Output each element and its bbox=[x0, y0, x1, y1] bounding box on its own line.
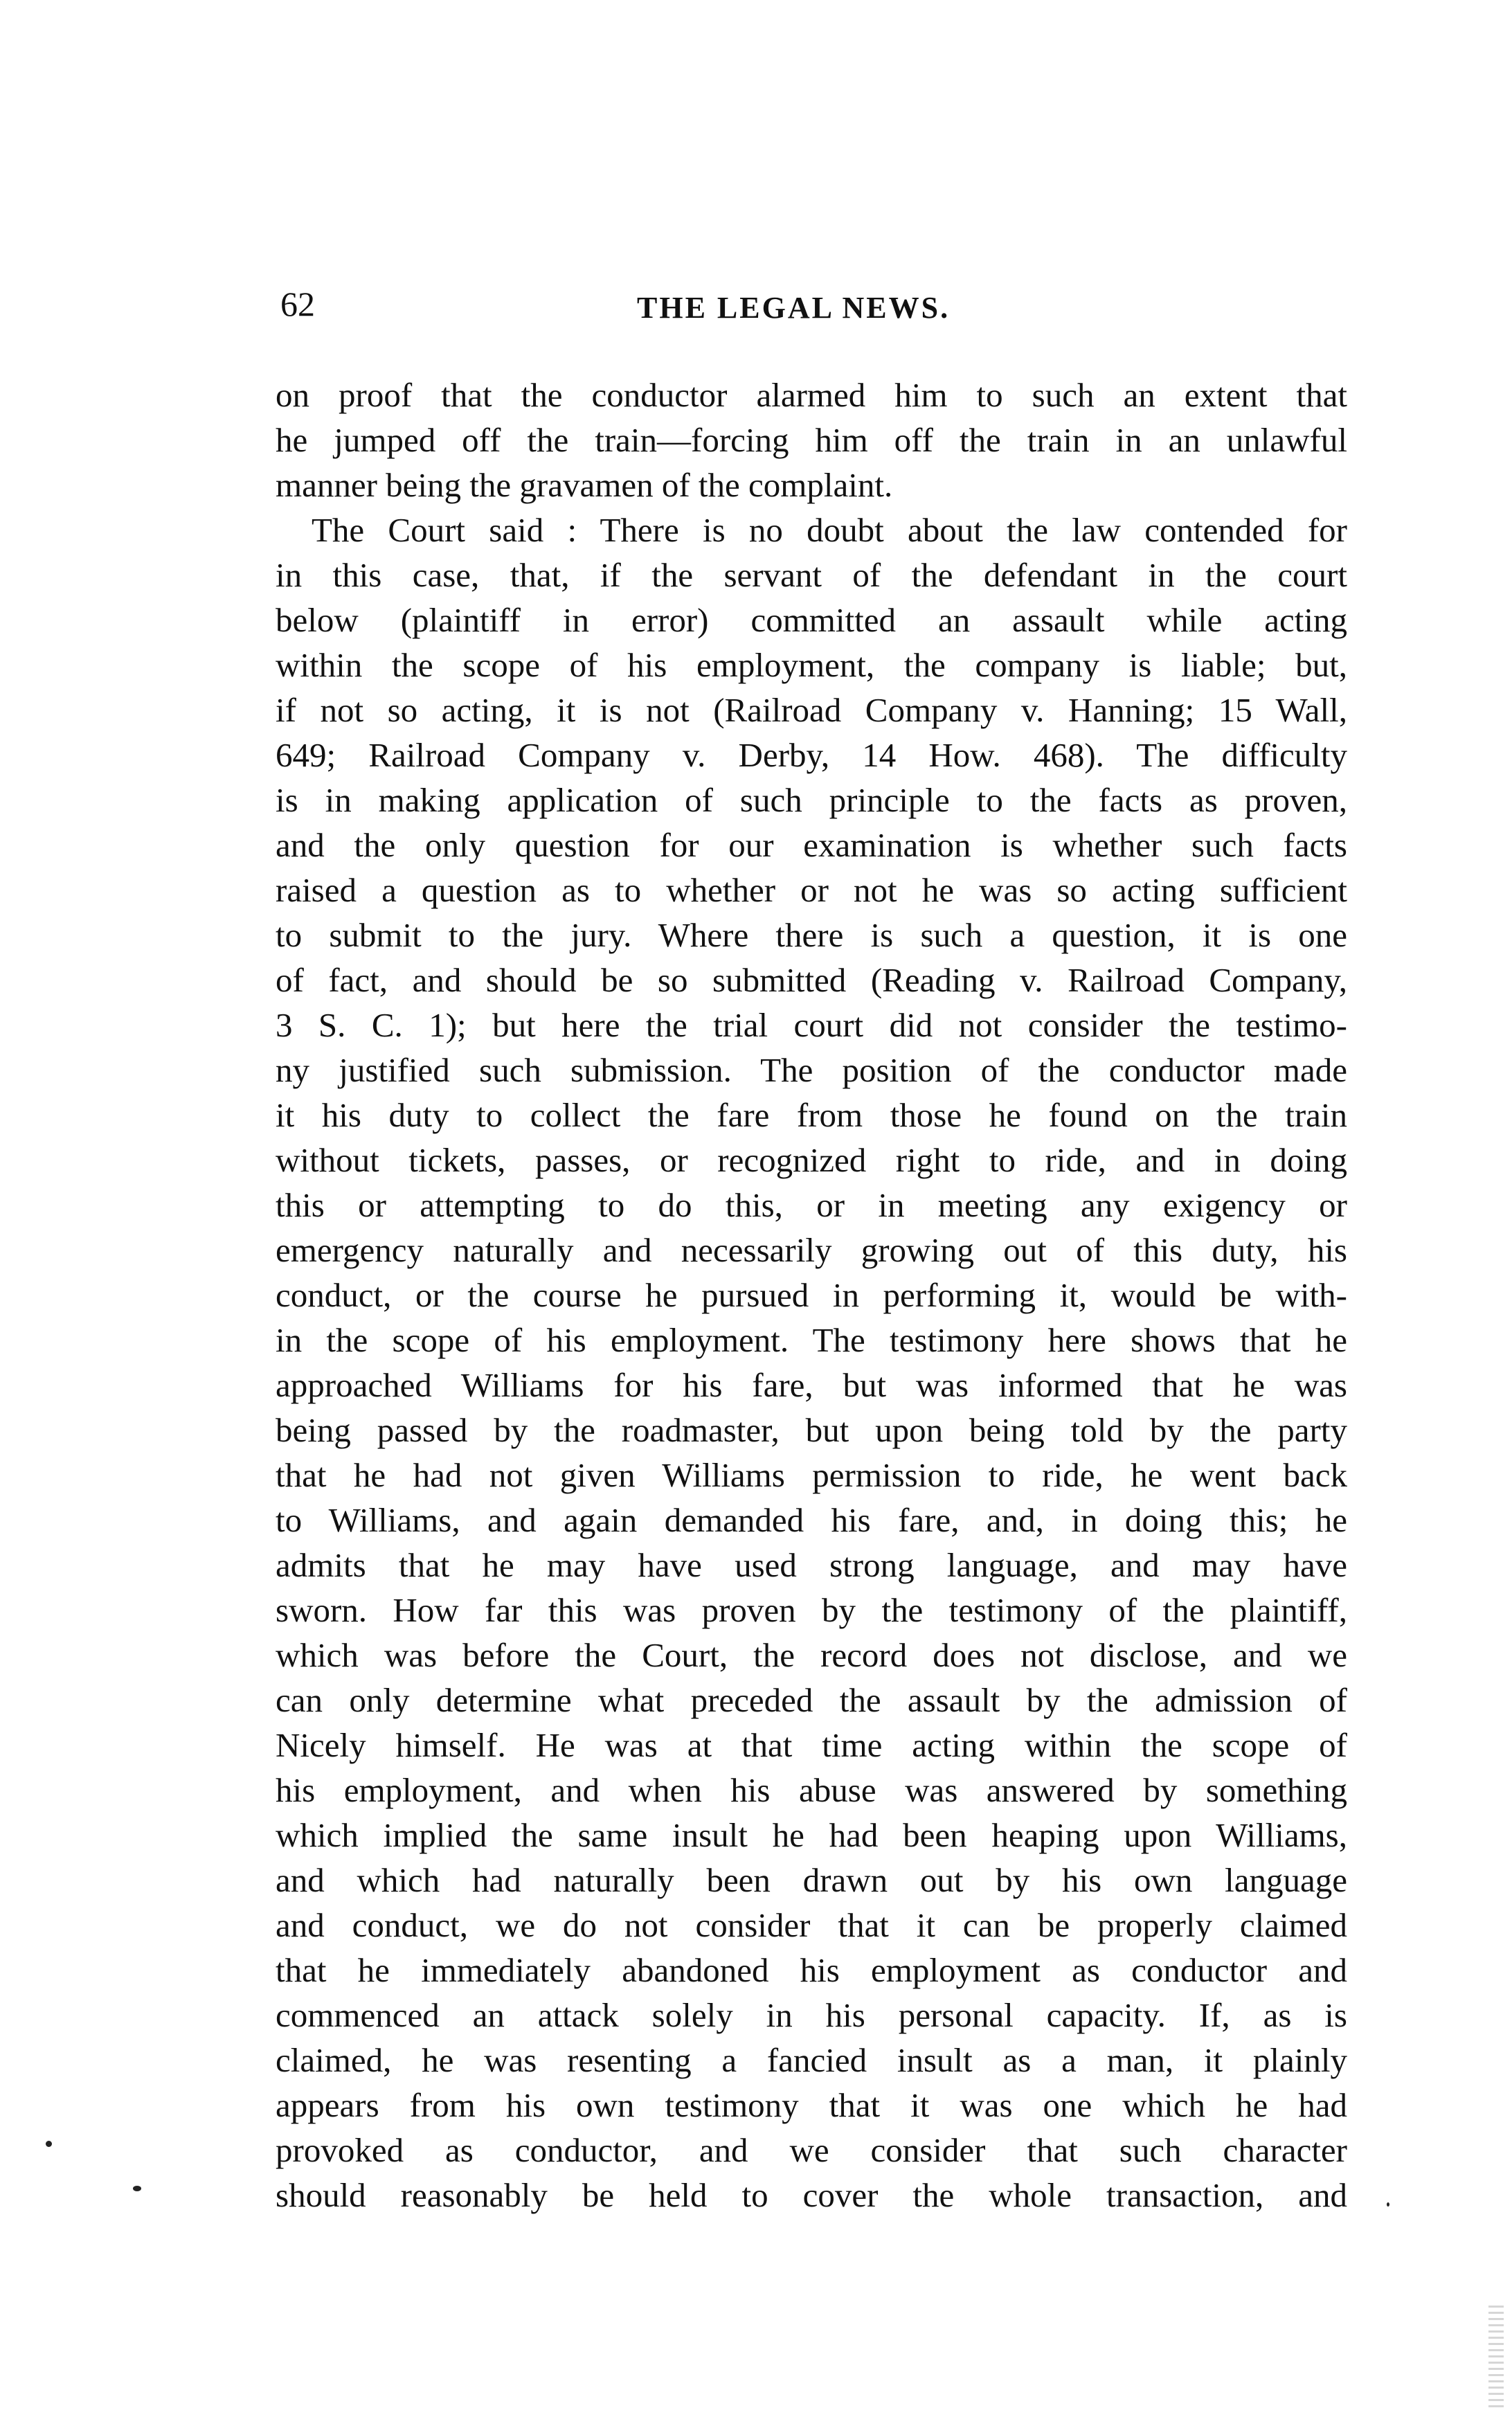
text-line: he jumped off the train—forcing him off the train in an unlawful bbox=[276, 421, 1347, 459]
ink-speck bbox=[133, 2186, 141, 2191]
page-number: 62 bbox=[280, 285, 315, 323]
ink-speck bbox=[1387, 2202, 1389, 2207]
text-line: on proof that the conductor alarmed him to such an extent that bbox=[276, 376, 1347, 414]
text-line: being passed by the roadmaster, but upon being told by the party bbox=[276, 1411, 1347, 1449]
text-line: emergency naturally and necessarily growing out of this duty, his bbox=[276, 1231, 1347, 1269]
text-line: that he immediately abandoned his employment as conductor and bbox=[276, 1951, 1347, 1989]
text-line: claimed, he was resenting a fancied insult as a man, it plainly bbox=[276, 2041, 1347, 2079]
text-line: to Williams, and again demanded his fare, and, in doing this; he bbox=[276, 1501, 1347, 1539]
text-line: approached Williams for his fare, but was informed that he was bbox=[276, 1366, 1347, 1404]
text-line: admits that he may have used strong language, and may have bbox=[276, 1546, 1347, 1584]
text-line: which implied the same insult he had been heaping upon Williams, bbox=[276, 1816, 1347, 1854]
page-header bbox=[280, 280, 1347, 328]
text-line: sworn. How far this was proven by the testimony of the plaintiff, bbox=[276, 1591, 1347, 1629]
text-line: which was before the Court, the record does not disclose, and we bbox=[276, 1636, 1347, 1674]
text-line: and conduct, we do not consider that it can be properly claimed bbox=[276, 1906, 1347, 1944]
text-line: below (plaintiff in error) committed an assault while acting bbox=[276, 601, 1347, 639]
text-line: if not so acting, it is not (Railroad Company v. Hanning; 15 Wall, bbox=[276, 691, 1347, 729]
text-line: it his duty to collect the fare from those he found on the train bbox=[276, 1096, 1347, 1134]
text-line: and which had naturally been drawn out by his own language bbox=[276, 1861, 1347, 1899]
text-line: that he had not given Williams permission to ride, he went back bbox=[276, 1456, 1347, 1494]
text-line: to submit to the jury. Where there is such a question, it is one bbox=[276, 916, 1347, 954]
ink-speck bbox=[46, 2141, 52, 2147]
text-line: appears from his own testimony that it was one which he had bbox=[276, 2086, 1347, 2124]
body-text bbox=[276, 372, 1347, 2218]
scan-edge-noise bbox=[1488, 2306, 1504, 2409]
running-title: THE LEGAL NEWS. bbox=[637, 291, 951, 325]
text-line: raised a question as to whether or not he was so acting sufficient bbox=[276, 871, 1347, 909]
text-line: manner being the gravamen of the complaint. bbox=[276, 466, 893, 504]
text-line: provoked as conductor, and we consider that such character bbox=[276, 2131, 1347, 2169]
text-line: conduct, or the course he pursued in performing it, would be with- bbox=[276, 1276, 1347, 1314]
text-line: and the only question for our examination is whether such facts bbox=[276, 826, 1347, 864]
text-line: without tickets, passes, or recognized right to ride, and in doing bbox=[276, 1141, 1347, 1179]
text-line: The Court said : There is no doubt about the law contended for bbox=[312, 511, 1347, 549]
text-line: is in making application of such principle to the facts as proven, bbox=[276, 781, 1347, 819]
text-line: commenced an attack solely in his personal capacity. If, as is bbox=[276, 1996, 1347, 2034]
text-line: of fact, and should be so submitted (Reading v. Railroad Company, bbox=[276, 961, 1347, 999]
text-line: should reasonably be held to cover the whole transaction, and bbox=[276, 2176, 1347, 2214]
text-line: 649; Railroad Company v. Derby, 14 How. 468). The difficulty bbox=[276, 736, 1347, 774]
text-line: this or attempting to do this, or in meeting any exigency or bbox=[276, 1186, 1347, 1224]
text-line: in the scope of his employment. The testimony here shows that he bbox=[276, 1321, 1347, 1359]
text-line: within the scope of his employment, the company is liable; but, bbox=[276, 646, 1347, 684]
text-line: his employment, and when his abuse was answered by something bbox=[276, 1771, 1347, 1809]
text-line: can only determine what preceded the assault by the admission of bbox=[276, 1681, 1347, 1719]
text-line: in this case, that, if the servant of the defendant in the court bbox=[276, 556, 1347, 594]
text-line: ny justified such submission. The position of the conductor made bbox=[276, 1051, 1347, 1089]
text-line: 3 S. C. 1); but here the trial court did not consider the testimo- bbox=[276, 1006, 1347, 1044]
text-line: Nicely himself. He was at that time acting within the scope of bbox=[276, 1726, 1347, 1764]
